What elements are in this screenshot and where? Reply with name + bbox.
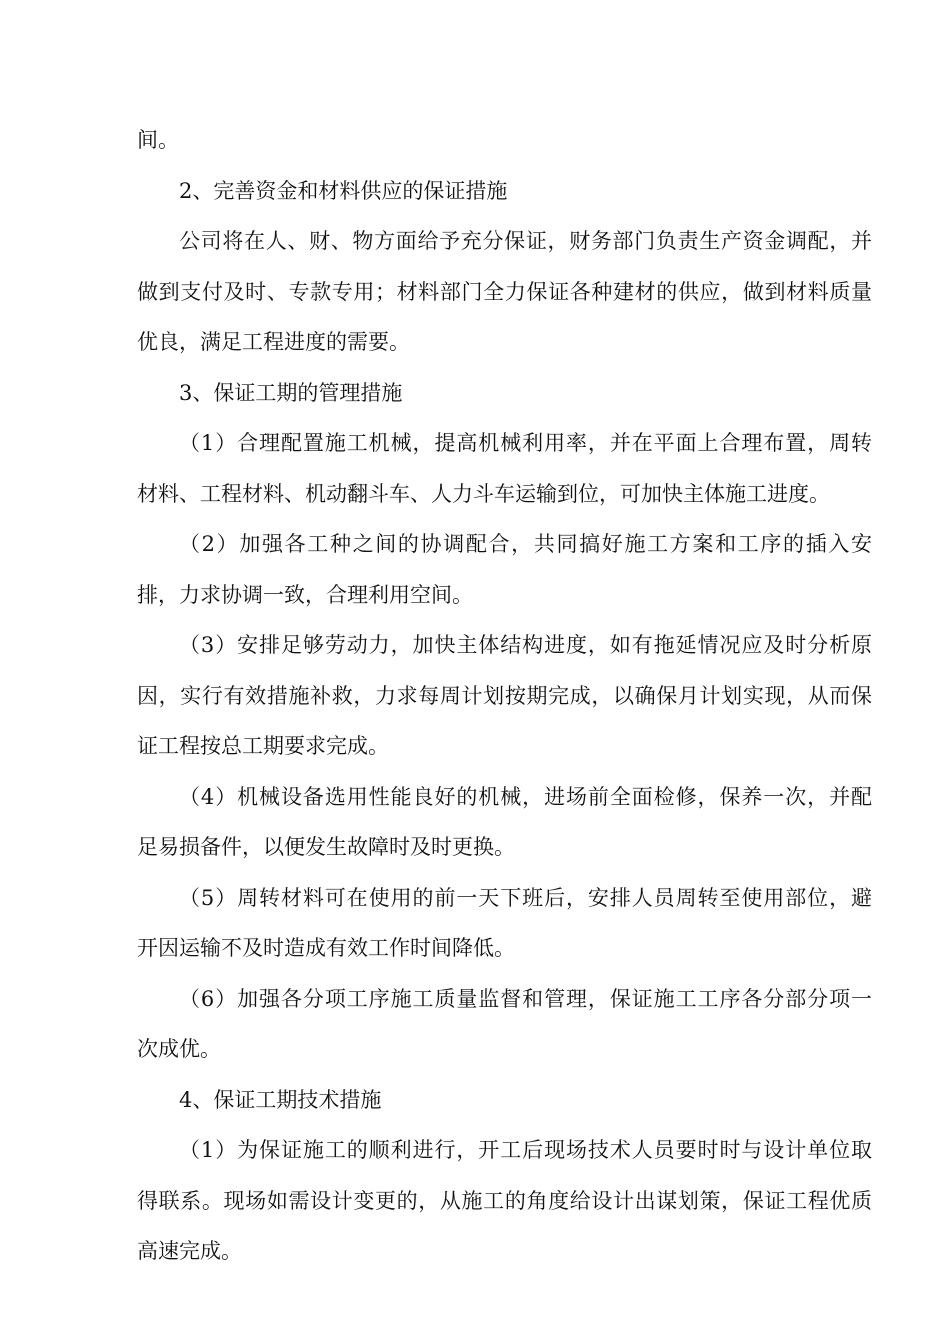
text-line: （1）为保证施工的顺利进行，开工后现场技术人员要时时与设计单位取 [179, 1138, 872, 1162]
text-line: （2）加强各工种之间的协调配合，共同搞好施工方案和工序的插入安 [179, 532, 872, 556]
text-line: 做到支付及时、专款专用；材料部门全力保证各种建材的供应，做到材料质量 [137, 279, 872, 304]
text-line: 优良，满足工程进度的需要。 [137, 330, 410, 354]
text-line: 4、保证工期技术措施 [179, 1087, 382, 1112]
text-line: 材料、工程材料、机动翻斗车、人力斗车运输到位，可加快主体施工进度。 [137, 481, 830, 506]
text-line: 得联系。现场如需设计变更的，从施工的角度给设计出谋划策，保证工程优质 [137, 1188, 872, 1213]
text-line: 证工程按总工期要求完成。 [137, 734, 389, 758]
text-line: 开因运输不及时造成有效工作时间降低。 [137, 936, 515, 960]
text-line: 次成优。 [137, 1037, 221, 1061]
text-line: 排，力求协调一致，合理利用空间。 [137, 582, 473, 607]
text-line: 公司将在人、财、物方面给予充分保证，财务部门负责生产资金调配，并 [179, 229, 872, 253]
text-line: （3）安排足够劳动力，加快主体结构进度，如有拖延情况应及时分析原 [179, 633, 872, 657]
text-line: （4）机械设备选用性能良好的机械，进场前全面检修，保养一次，并配 [179, 784, 872, 809]
text-line: （5）周转材料可在使用的前一天下班后，安排人员周转至使用部位，避 [179, 885, 872, 910]
text-line: （6）加强各分项工序施工质量监督和管理，保证施工工序各分部分项一 [179, 986, 872, 1011]
text-line: 足易损备件，以便发生故障时及时更换。 [137, 835, 515, 859]
text-line: 高速完成。 [137, 1239, 242, 1263]
text-line: 间。 [137, 128, 179, 152]
text-line: 2、完善资金和材料供应的保证措施 [179, 178, 508, 203]
text-line: 3、保证工期的管理措施 [179, 380, 403, 405]
document-body [137, 115, 872, 1277]
text-line: 因，实行有效措施补救，力求每周计划按期完成，以确保月计划实现，从而保 [137, 683, 872, 708]
text-line: （1）合理配置施工机械，提高机械利用率，并在平面上合理布置，周转 [179, 431, 872, 455]
